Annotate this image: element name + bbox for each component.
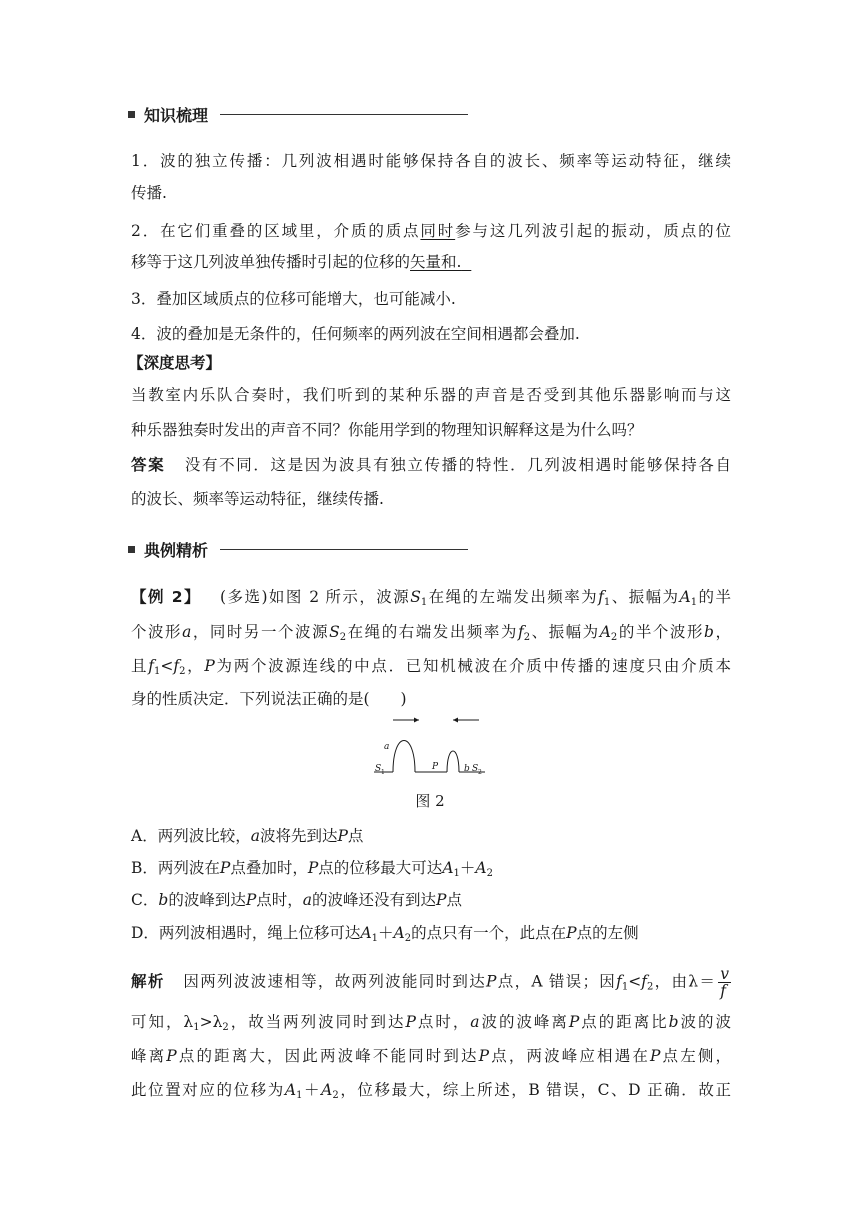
heading-rule	[220, 549, 468, 550]
svg-text:1: 1	[381, 769, 385, 776]
example-stem-line-4: 身的性质决定．下列说法正确的是( )	[131, 690, 407, 708]
analysis-label: 解析	[131, 972, 165, 991]
example-stem-line-3: 且$f_1<f_2$，P为两个波源连线的中点．已知机械波在介质中传播的速度只由介质本	[131, 657, 731, 677]
knowledge-item-2: 2．在它们重叠的区域里，介质的质点同时参与这几列波引起的振动，质点的位	[131, 222, 731, 240]
deep-thinking-title: 【深度思考】	[128, 354, 222, 372]
example-stem-line-2: 个波形a，同时另一个波源$S_2$在绳的右端发出频率为$f_2$、振幅为$A_2$的半个波形b，	[131, 623, 731, 643]
knowledge-item-3: 3．叠加区域质点的位移可能增大，也可能减小.	[131, 290, 456, 308]
analysis-line-1: 解析 因两列波波速相等，故两列波能同时到达P点，A 错误；因$f_1<f_2$，由λ＝ $\frac{v}{f}$	[131, 965, 730, 1000]
analysis-line-4: 此位置对应的位移为$A_1+A_2$，位移最大，综上所述，B 错误，C、D 正确．故正	[131, 1081, 731, 1101]
knowledge-item-2-cont: 移等于这几列波单独传播时引起的位移的矢量和.	[131, 253, 462, 271]
label-b: b	[464, 764, 470, 774]
deep-thinking-question-cont: 种乐器独奏时发出的声音不同？你能用学到的物理知识解释这是为什么吗？	[131, 421, 643, 439]
option-a: A．两列波比较，a波将先到达P点	[131, 827, 364, 845]
label-s1: S	[375, 764, 382, 774]
section-title: 典例精析	[144, 541, 209, 560]
analysis-line-2: 可知，$\lambda_1>\lambda_2$，故当两列波同时到达P点时，a波的波峰离P点的距离比b波的波	[131, 1013, 731, 1033]
svg-text:2: 2	[478, 769, 482, 776]
example-label: 【例 2】	[131, 588, 201, 606]
square-bullet-icon	[128, 111, 135, 118]
option-c: C．b的波峰到达P点时，a的波峰还没有到达P点	[131, 891, 462, 909]
deep-thinking-answer-cont: 的波长、频率等运动特征，继续传播.	[131, 490, 384, 508]
wave-b-pulse	[447, 751, 459, 772]
analysis-line-3: 峰离P点的距离大，因此两波峰不能同时到达P点，两波峰应相遇在P点左侧，	[131, 1047, 731, 1065]
option-d: D．两列波相遇时，绳上位移可达$A_1+A_2$的点只有一个，此点在P点的左侧	[131, 924, 639, 944]
fraction-v-over-f: $\frac{v}{f}$	[720, 965, 730, 1000]
arrow-right-head	[414, 718, 419, 723]
knowledge-item-1: 1．波的独立传播：几列波相遇时能够保持各自的波长、频率等运动特征，继续	[131, 152, 731, 170]
heading-rule	[220, 114, 468, 115]
label-p: P	[432, 762, 439, 772]
figure-caption: 图 2	[415, 792, 445, 810]
label-s2: S	[472, 764, 479, 774]
answer-label: 答案	[131, 456, 166, 474]
deep-thinking-question: 当教室内乐队合奏时，我们听到的某种乐器的声音是否受到其他乐器影响而与这	[131, 386, 731, 404]
arrow-left-head	[453, 718, 458, 723]
wave-a-pulse	[393, 741, 415, 773]
underlined-term: 同时	[420, 222, 456, 240]
example-stem-line-1: 【例 2】 (多选)如图 2 所示，波源$S_1$在绳的左端发出频率为$f_1$、振幅为$A_1$的半	[131, 588, 731, 608]
section-heading-knowledge	[128, 103, 468, 126]
deep-thinking-answer: 答案 没有不同．这是因为波具有独立传播的特性．几列波相遇时能够保持各自	[131, 456, 731, 474]
knowledge-item-1-cont: 传播.	[131, 184, 167, 202]
label-a: a	[384, 742, 390, 752]
wave-figure	[369, 716, 489, 778]
section-title: 知识梳理	[144, 106, 209, 125]
section-heading-examples	[128, 538, 468, 561]
underlined-term: 矢量和.	[410, 253, 462, 271]
square-bullet-icon	[128, 546, 135, 553]
knowledge-item-4: 4．波的叠加是无条件的，任何频率的两列波在空间相遇都会叠加.	[131, 325, 580, 343]
option-b: B．两列波在P点叠加时，P点的位移最大可达$A_1+A_2$	[131, 859, 493, 879]
